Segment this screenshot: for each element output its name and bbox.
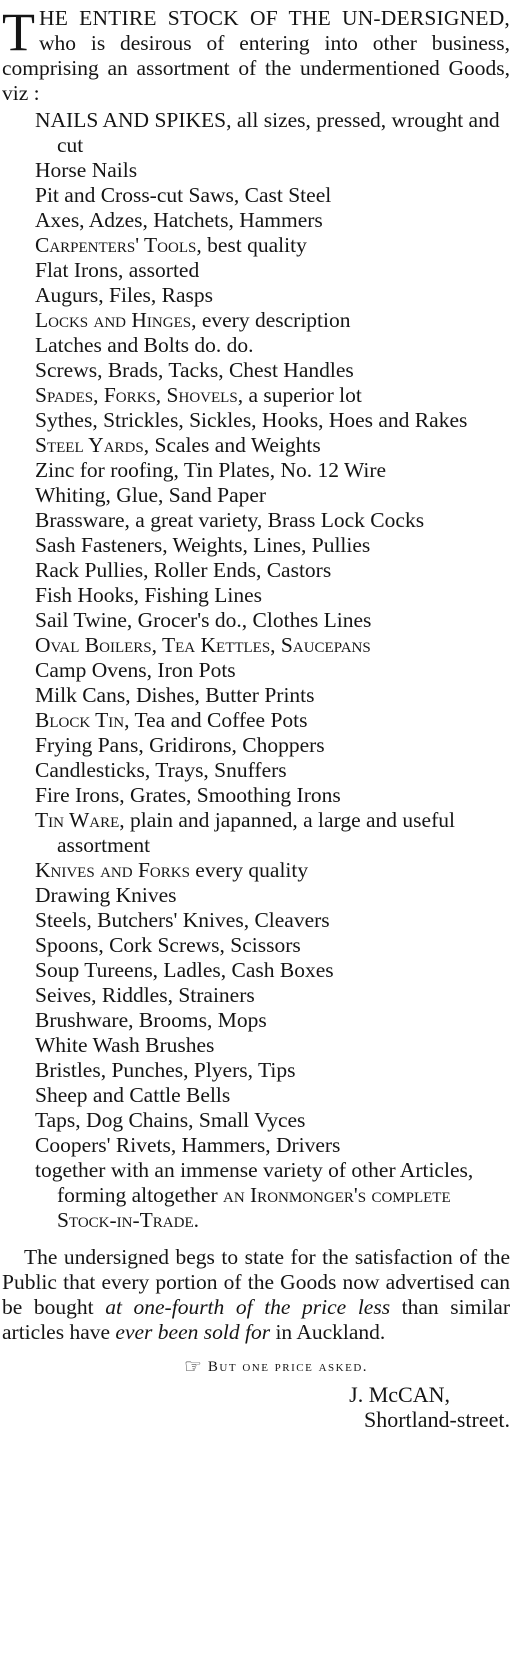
goods-item-text: , every description — [191, 308, 351, 332]
closing-text-a: The undersigned begs to state for the satisfaction of the Public that every portion of the Goods now advertised can be bought — [2, 1245, 510, 1319]
goods-item — [2, 758, 510, 783]
signer-address: Shortland-street. — [363, 1407, 510, 1432]
goods-item-text: Taps, Dog Chains, Small Vyces — [35, 1108, 306, 1132]
goods-item — [2, 558, 510, 583]
goods-item-text: Whiting, Glue, Sand Paper — [35, 483, 267, 507]
goods-item-text: Sail Twine, Grocer's do., Clothes Lines — [35, 608, 372, 632]
goods-list — [2, 108, 510, 1158]
goods-item — [2, 533, 510, 558]
goods-item — [2, 633, 510, 658]
drop-cap: T — [2, 2, 35, 62]
goods-item-text: NAILS AND SPIKES, all sizes, pressed, wrought and cut — [35, 108, 500, 157]
goods-item — [2, 208, 510, 233]
goods-item — [2, 708, 510, 733]
goods-item-text: Augurs, Files, Rasps — [35, 283, 213, 307]
goods-item — [2, 333, 510, 358]
goods-item — [2, 358, 510, 383]
goods-item-text: , Tea and Coffee Pots — [124, 708, 308, 732]
goods-item-text: Sash Fasteners, Weights, Lines, Pullies — [35, 533, 371, 557]
goods-item-text: Milk Cans, Dishes, Butter Prints — [35, 683, 315, 707]
goods-item-text: Fish Hooks, Fishing Lines — [35, 583, 262, 607]
pointing-hand-icon: ☞ — [183, 1356, 202, 1378]
goods-item-small-caps: Oval Boilers, Tea Kettles, Saucepans — [35, 633, 371, 657]
goods-item — [2, 1058, 510, 1083]
goods-item — [2, 508, 510, 533]
goods-item-small-caps: Steel Yards — [35, 433, 144, 457]
goods-item — [2, 858, 510, 883]
goods-item — [2, 733, 510, 758]
goods-item-small-caps: Locks and Hinges — [35, 308, 192, 332]
together-line — [2, 1158, 510, 1233]
goods-item — [2, 258, 510, 283]
goods-item — [2, 933, 510, 958]
goods-item-text: Screws, Brads, Tacks, Chest Handles — [35, 358, 354, 382]
goods-item — [2, 808, 510, 858]
goods-item-text: , Scales and Weights — [143, 433, 321, 457]
goods-item-small-caps: Block Tin — [35, 708, 125, 732]
goods-item-text: Pit and Cross-cut Saws, Cast Steel — [35, 183, 332, 207]
goods-item — [2, 658, 510, 683]
goods-item — [2, 283, 510, 308]
goods-item — [2, 1108, 510, 1133]
goods-item-text: , a superior lot — [237, 383, 362, 407]
intro-text: who is desirous of entering into other business, comprising an assortment of the undermentioned Goods, viz : — [2, 31, 510, 105]
goods-item — [2, 883, 510, 908]
goods-item — [2, 1133, 510, 1158]
goods-item-text: Sythes, Strickles, Sickles, Hooks, Hoes and Rakes — [35, 408, 468, 432]
goods-item-text: Rack Pullies, Roller Ends, Castors — [35, 558, 332, 582]
goods-item — [2, 183, 510, 208]
goods-item — [2, 958, 510, 983]
goods-item-text: Coopers' Rivets, Hammers, Drivers — [35, 1133, 341, 1157]
together-small-caps: an Ironmonger's complete Stock-in-Trade. — [57, 1183, 451, 1232]
goods-item-small-caps: Carpenters' Tools — [35, 233, 197, 257]
goods-item-text: Soup Tureens, Ladles, Cash Boxes — [35, 958, 334, 982]
intro-paragraph — [2, 2, 510, 106]
goods-item-text: Drawing Knives — [35, 883, 177, 907]
goods-item — [2, 458, 510, 483]
goods-item-text: Horse Nails — [35, 158, 138, 182]
signer-name: J. McCAN, — [349, 1382, 450, 1407]
goods-item-text: Seives, Riddles, Strainers — [35, 983, 255, 1007]
goods-item-text: Fire Irons, Grates, Smoothing Irons — [35, 783, 341, 807]
goods-item — [2, 683, 510, 708]
goods-item-text: Flat Irons, assorted — [35, 258, 200, 282]
goods-item-text: , best quality — [196, 233, 307, 257]
goods-item — [2, 908, 510, 933]
price-text: But one price asked. — [207, 1359, 369, 1375]
goods-item — [2, 1008, 510, 1033]
goods-item-text: Zinc for roofing, Tin Plates, No. 12 Wire — [35, 458, 387, 482]
goods-item-small-caps: Knives and Forks — [35, 858, 190, 882]
goods-item — [2, 308, 510, 333]
goods-item-text: Spoons, Cork Screws, Scissors — [35, 933, 301, 957]
goods-item-text: Steels, Butchers' Knives, Cleavers — [35, 908, 330, 932]
goods-item — [2, 383, 510, 408]
goods-item-text: White Wash Brushes — [35, 1033, 215, 1057]
goods-item-text: Camp Ovens, Iron Pots — [35, 658, 236, 682]
goods-item-text: Sheep and Cattle Bells — [35, 1083, 231, 1107]
closing-text-c: in Auckland. — [270, 1320, 386, 1344]
goods-item-text: Candlesticks, Trays, Snuffers — [35, 758, 287, 782]
goods-item — [2, 608, 510, 633]
goods-item-small-caps: Tin Ware — [35, 808, 120, 832]
goods-item — [2, 233, 510, 258]
closing-text-b: than similar articles have — [2, 1295, 510, 1344]
goods-item — [2, 1033, 510, 1058]
closing-paragraph — [2, 1245, 510, 1345]
goods-item — [2, 483, 510, 508]
goods-item-text: Bristles, Punches, Plyers, Tips — [35, 1058, 296, 1082]
goods-item — [2, 983, 510, 1008]
goods-item — [2, 783, 510, 808]
goods-item-text: Brassware, a great variety, Brass Lock Cocks — [35, 508, 425, 532]
goods-item-text: Brushware, Brooms, Mops — [35, 1008, 267, 1032]
goods-item-text: Latches and Bolts do. do. — [35, 333, 254, 357]
goods-item-text: Axes, Adzes, Hatchets, Hammers — [35, 208, 323, 232]
goods-item-text: Frying Pans, Gridirons, Choppers — [35, 733, 325, 757]
intro-lead: HE ENTIRE STOCK OF THE UN-DERSIGNED, — [39, 6, 510, 30]
goods-item — [2, 583, 510, 608]
goods-item-text: , plain and japanned, a large and useful assortment — [57, 808, 455, 857]
goods-item — [2, 158, 510, 183]
closing-italic-1: at one-fourth of the price less — [105, 1295, 391, 1319]
goods-item — [2, 433, 510, 458]
goods-item — [2, 408, 510, 433]
goods-item — [2, 1083, 510, 1108]
closing-italic-2: ever been sold for — [115, 1320, 271, 1344]
goods-item-text: every quality — [189, 858, 309, 882]
together-text: together with an immense variety of other Articles, forming altogether — [35, 1158, 474, 1207]
price-line — [2, 1355, 510, 1380]
goods-item — [2, 108, 510, 158]
goods-item-small-caps: Spades, Forks, Shovels — [35, 383, 238, 407]
